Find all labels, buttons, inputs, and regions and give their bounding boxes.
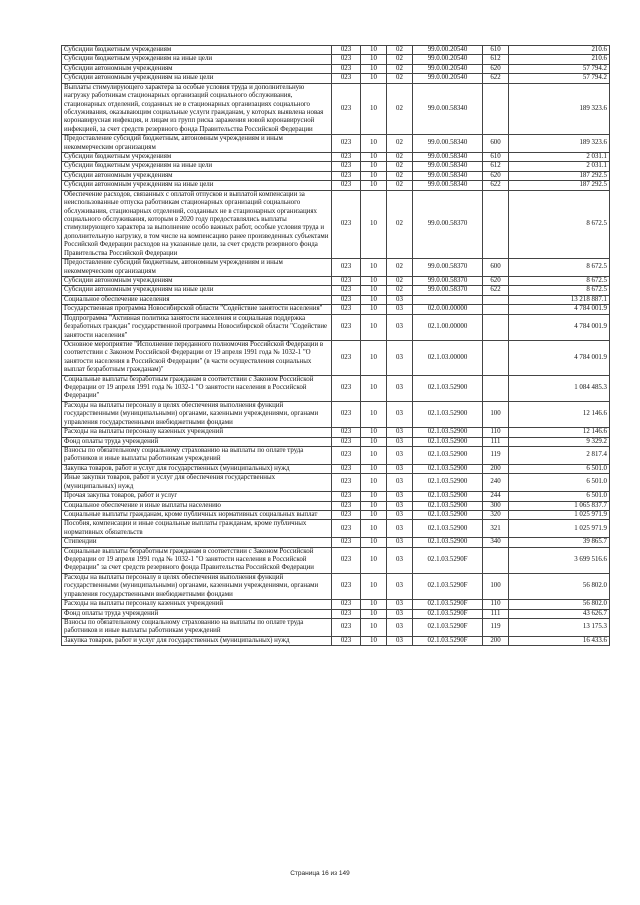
row-rz-cell: 10: [361, 401, 387, 427]
row-ved-cell: 023: [332, 276, 361, 285]
table-row: [62, 46, 610, 55]
row-vr-cell: 610: [483, 46, 509, 55]
row-name-cell: Субсидии автономным учреждениям на иные цели: [62, 74, 332, 83]
table-row: [62, 55, 610, 64]
row-csr-cell: 02.1.03.52900: [413, 464, 483, 473]
row-sum-cell: 4 784 001.9: [509, 305, 610, 314]
row-csr-cell: 02.1.03.5290F: [413, 600, 483, 609]
row-name-cell: Пособия, компенсации и иные социальные выплаты гражданам, кроме публичных нормативных обязательств: [62, 520, 332, 538]
row-sum-cell: 2 031.1: [509, 162, 610, 171]
row-pr-cell: 03: [387, 464, 413, 473]
table-row: [62, 492, 610, 501]
row-csr-cell: 02.1.03.00000: [413, 340, 483, 375]
row-pr-cell: 03: [387, 340, 413, 375]
row-name-cell: Социальные выплаты безработным гражданам в соответствии с Законом Российской Федерации от 19 апреля 1991 года № 1032-1 "О занятости населения в Российской Федерации" за счет средств резервного фонда Правительства Российской Федерации: [62, 547, 332, 573]
row-vr-cell: [483, 83, 509, 135]
table-row: [62, 190, 610, 258]
table-row: [62, 538, 610, 547]
row-rz-cell: 10: [361, 153, 387, 162]
table-row: [62, 286, 610, 295]
row-ved-cell: 023: [332, 428, 361, 437]
budget-table: [61, 45, 610, 646]
row-sum-cell: 189 323.6: [509, 135, 610, 153]
row-name-cell: Субсидии автономным учреждениям на иные цели: [62, 286, 332, 295]
row-csr-cell: 99.0.00.58340: [413, 171, 483, 180]
row-csr-cell: 99.0.00.20540: [413, 74, 483, 83]
table-row: [62, 64, 610, 73]
row-vr-cell: [483, 305, 509, 314]
row-rz-cell: 10: [361, 474, 387, 492]
row-ved-cell: 023: [332, 286, 361, 295]
row-pr-cell: 03: [387, 314, 413, 340]
table-row: [62, 520, 610, 538]
row-csr-cell: 02.1.03.52900: [413, 401, 483, 427]
row-csr-cell: 02.1.03.52900: [413, 474, 483, 492]
row-name-cell: Социальное обеспечение и иные выплаты населению: [62, 501, 332, 510]
row-csr-cell: 02.1.03.52900: [413, 538, 483, 547]
row-vr-cell: 600: [483, 135, 509, 153]
row-pr-cell: 03: [387, 474, 413, 492]
row-sum-cell: 1 084 485.3: [509, 375, 610, 401]
row-ved-cell: 023: [332, 83, 361, 135]
row-name-cell: Расходы на выплаты персоналу в целях обеспечения выполнения функций государственными (муниципальными) органами, казенными учреждениями, органами управления государственными внебюджетными фондами: [62, 401, 332, 427]
row-sum-cell: 1 025 971.9: [509, 510, 610, 519]
row-rz-cell: 10: [361, 135, 387, 153]
row-pr-cell: 03: [387, 492, 413, 501]
table-row: [62, 474, 610, 492]
row-name-cell: Социальные выплаты безработным гражданам в соответствии с Законом Российской Федерации от 19 апреля 1991 года № 1032-1 "О занятости населения в Российской Федерации": [62, 375, 332, 401]
row-vr-cell: 244: [483, 492, 509, 501]
row-csr-cell: 99.0.00.20540: [413, 55, 483, 64]
row-vr-cell: 200: [483, 636, 509, 645]
row-name-cell: Выплаты стимулирующего характера за особые условия труда и дополнительную нагрузку работникам стационарных организаций социального обслуживания, стационарных отделений, созданных не в стационарных организациях социального обслуживания, оказывающим социальные услуги гражданам, у которых выявлена новая коронавирусная инфекция, и лицам из групп риска заражения новой коронавирусной инфекцией, за счет средств резервного фонда Правительства Российской Федерации: [62, 83, 332, 135]
row-sum-cell: 8 672.5: [509, 276, 610, 285]
table-row: [62, 501, 610, 510]
table-row: [62, 276, 610, 285]
row-name-cell: Субсидии автономным учреждениям на иные цели: [62, 181, 332, 190]
row-rz-cell: 10: [361, 492, 387, 501]
row-rz-cell: 10: [361, 286, 387, 295]
row-name-cell: Государственная программа Новосибирской области "Содействие занятости населения": [62, 305, 332, 314]
row-vr-cell: 240: [483, 474, 509, 492]
row-ved-cell: 023: [332, 64, 361, 73]
row-sum-cell: 6 501.0: [509, 492, 610, 501]
row-pr-cell: 02: [387, 55, 413, 64]
row-vr-cell: 612: [483, 162, 509, 171]
row-name-cell: Стипендии: [62, 538, 332, 547]
row-ved-cell: 023: [332, 437, 361, 446]
row-pr-cell: 02: [387, 190, 413, 258]
row-pr-cell: 03: [387, 538, 413, 547]
row-name-cell: Субсидии автономным учреждениям: [62, 171, 332, 180]
row-vr-cell: [483, 295, 509, 304]
row-rz-cell: 10: [361, 64, 387, 73]
row-rz-cell: 10: [361, 83, 387, 135]
row-rz-cell: 10: [361, 276, 387, 285]
row-ved-cell: 023: [332, 547, 361, 573]
row-pr-cell: 02: [387, 181, 413, 190]
row-ved-cell: 023: [332, 538, 361, 547]
row-ved-cell: 023: [332, 181, 361, 190]
row-name-cell: Расходы на выплаты персоналу казенных учреждений: [62, 600, 332, 609]
row-name-cell: Социальное обеспечение населения: [62, 295, 332, 304]
row-pr-cell: 02: [387, 74, 413, 83]
row-vr-cell: 100: [483, 573, 509, 599]
row-csr-cell: 99.0.00.20540: [413, 46, 483, 55]
table-row: [62, 171, 610, 180]
table-row: [62, 259, 610, 277]
row-ved-cell: 023: [332, 501, 361, 510]
row-vr-cell: 620: [483, 171, 509, 180]
row-pr-cell: 03: [387, 446, 413, 464]
row-name-cell: Предоставление субсидий бюджетным, автономным учреждениям и иным некоммерческим организациям: [62, 259, 332, 277]
row-rz-cell: 10: [361, 162, 387, 171]
row-sum-cell: 13 175.3: [509, 619, 610, 637]
row-csr-cell: 02.1.00.00000: [413, 314, 483, 340]
row-sum-cell: 4 784 001.9: [509, 340, 610, 375]
row-pr-cell: 03: [387, 609, 413, 618]
row-name-cell: Фонд оплаты труда учреждений: [62, 609, 332, 618]
table-row: [62, 600, 610, 609]
row-sum-cell: 210.6: [509, 55, 610, 64]
row-sum-cell: 3 699 516.6: [509, 547, 610, 573]
row-ved-cell: 023: [332, 171, 361, 180]
row-pr-cell: 02: [387, 135, 413, 153]
row-rz-cell: 10: [361, 538, 387, 547]
row-sum-cell: 43 626.7: [509, 609, 610, 618]
row-sum-cell: 12 146.6: [509, 428, 610, 437]
row-csr-cell: 02.1.03.52900: [413, 510, 483, 519]
table-row: [62, 619, 610, 637]
row-name-cell: Обеспечение расходов, связанных с оплатой отпусков и выплатой компенсации за неиспользованные отпуска работникам стационарных организаций социального обслуживания, стационарных отделений, созданных не в стационарных организациях социального обслуживания, которым в 2020 году предоставлялись выплаты стимулирующего характера за выполнение особо важных работ, особые условия труда и дополнительную нагрузку, в том числе на компенсацию ранее произведенных субъектами Российской Федерации расходов на указанные цели, за счет средств резервного фонда Правительства Российской Федерации: [62, 190, 332, 258]
row-csr-cell: 02.1.03.5290F: [413, 636, 483, 645]
row-csr-cell: 99.0.00.58370: [413, 276, 483, 285]
row-csr-cell: [413, 295, 483, 304]
row-pr-cell: 02: [387, 286, 413, 295]
row-csr-cell: 02.0.00.00000: [413, 305, 483, 314]
row-sum-cell: 56 802.0: [509, 573, 610, 599]
row-pr-cell: 03: [387, 401, 413, 427]
row-sum-cell: 8 672.5: [509, 190, 610, 258]
row-name-cell: Взносы по обязательному социальному страхованию на выплаты по оплате труда работников и иные выплаты работникам учреждений: [62, 619, 332, 637]
row-name-cell: Субсидии автономным учреждениям: [62, 64, 332, 73]
row-pr-cell: 03: [387, 619, 413, 637]
row-ved-cell: 023: [332, 74, 361, 83]
row-rz-cell: 10: [361, 619, 387, 637]
table-row: [62, 428, 610, 437]
row-csr-cell: 02.1.03.52900: [413, 492, 483, 501]
row-sum-cell: 2 817.4: [509, 446, 610, 464]
row-pr-cell: 02: [387, 64, 413, 73]
row-ved-cell: 023: [332, 46, 361, 55]
row-name-cell: Прочая закупка товаров, работ и услуг: [62, 492, 332, 501]
row-csr-cell: 02.1.03.5290F: [413, 619, 483, 637]
row-name-cell: Иные закупки товаров, работ и услуг для обеспечения государственных (муниципальных) нужд: [62, 474, 332, 492]
row-name-cell: Фонд оплаты труда учреждений: [62, 437, 332, 446]
table-row: [62, 305, 610, 314]
row-rz-cell: 10: [361, 428, 387, 437]
row-vr-cell: 119: [483, 446, 509, 464]
row-pr-cell: 02: [387, 162, 413, 171]
row-vr-cell: [483, 314, 509, 340]
row-ved-cell: 023: [332, 153, 361, 162]
row-pr-cell: 03: [387, 428, 413, 437]
row-rz-cell: 10: [361, 501, 387, 510]
row-sum-cell: 189 323.6: [509, 83, 610, 135]
row-rz-cell: 10: [361, 295, 387, 304]
row-ved-cell: 023: [332, 520, 361, 538]
table-row: [62, 295, 610, 304]
row-rz-cell: 10: [361, 259, 387, 277]
row-name-cell: Субсидии бюджетным учреждениям на иные цели: [62, 55, 332, 64]
row-csr-cell: 99.0.00.58340: [413, 83, 483, 135]
row-vr-cell: 622: [483, 74, 509, 83]
row-vr-cell: 320: [483, 510, 509, 519]
table-row: [62, 573, 610, 599]
row-vr-cell: 620: [483, 276, 509, 285]
table-row: [62, 446, 610, 464]
row-vr-cell: 111: [483, 609, 509, 618]
row-rz-cell: 10: [361, 190, 387, 258]
row-ved-cell: 023: [332, 375, 361, 401]
row-rz-cell: 10: [361, 600, 387, 609]
table-row: [62, 181, 610, 190]
row-csr-cell: 99.0.00.58370: [413, 286, 483, 295]
table-row: [62, 547, 610, 573]
row-csr-cell: 99.0.00.58340: [413, 135, 483, 153]
row-rz-cell: 10: [361, 547, 387, 573]
table-row: [62, 135, 610, 153]
row-ved-cell: 023: [332, 510, 361, 519]
row-pr-cell: 03: [387, 547, 413, 573]
row-sum-cell: 187 292.5: [509, 181, 610, 190]
row-name-cell: Основное мероприятие "Исполнение переданного полномочия Российской Федерации в соответствии с Законом Российской Федерации от 19 апреля 1991 года № 1032-1 "О занятости населения в Российской Федерации" (в части осуществления социальных выплат безработным гражданам)": [62, 340, 332, 375]
row-sum-cell: 56 802.0: [509, 600, 610, 609]
row-rz-cell: 10: [361, 171, 387, 180]
row-ved-cell: 023: [332, 190, 361, 258]
row-name-cell: Подпрограмма "Активная политика занятости населения и социальная поддержка безработных граждан" государственной программы Новосибирской области "Содействие занятости населения": [62, 314, 332, 340]
row-ved-cell: 023: [332, 474, 361, 492]
row-sum-cell: 8 672.5: [509, 259, 610, 277]
table-row: [62, 609, 610, 618]
row-vr-cell: 110: [483, 428, 509, 437]
row-sum-cell: 210.6: [509, 46, 610, 55]
row-csr-cell: 99.0.00.58340: [413, 162, 483, 171]
row-vr-cell: 620: [483, 64, 509, 73]
row-ved-cell: 023: [332, 340, 361, 375]
row-name-cell: Предоставление субсидий бюджетным, автономным учреждениям и иным некоммерческим организациям: [62, 135, 332, 153]
row-rz-cell: 10: [361, 46, 387, 55]
row-csr-cell: 02.1.03.52900: [413, 501, 483, 510]
row-csr-cell: 02.1.03.5290F: [413, 573, 483, 599]
row-sum-cell: 57 794.2: [509, 64, 610, 73]
row-pr-cell: 03: [387, 600, 413, 609]
row-sum-cell: 9 329.2: [509, 437, 610, 446]
row-pr-cell: 02: [387, 46, 413, 55]
row-csr-cell: 02.1.03.5290F: [413, 547, 483, 573]
row-ved-cell: 023: [332, 305, 361, 314]
table-row: [62, 314, 610, 340]
row-csr-cell: 02.1.03.52900: [413, 428, 483, 437]
row-name-cell: Взносы по обязательному социальному страхованию на выплаты по оплате труда работников и иные выплаты работникам учреждений: [62, 446, 332, 464]
row-pr-cell: 03: [387, 501, 413, 510]
row-ved-cell: 023: [332, 636, 361, 645]
row-vr-cell: [483, 547, 509, 573]
row-vr-cell: 610: [483, 153, 509, 162]
row-sum-cell: 13 218 887.1: [509, 295, 610, 304]
row-vr-cell: 622: [483, 286, 509, 295]
row-pr-cell: 03: [387, 295, 413, 304]
row-vr-cell: 119: [483, 619, 509, 637]
row-csr-cell: 02.1.03.52900: [413, 520, 483, 538]
row-ved-cell: 023: [332, 446, 361, 464]
row-rz-cell: 10: [361, 375, 387, 401]
row-name-cell: Субсидии бюджетным учреждениям на иные цели: [62, 162, 332, 171]
row-csr-cell: 99.0.00.58340: [413, 153, 483, 162]
row-csr-cell: 99.0.00.20540: [413, 64, 483, 73]
table-row: [62, 375, 610, 401]
row-rz-cell: 10: [361, 520, 387, 538]
table-row: [62, 636, 610, 645]
row-vr-cell: 100: [483, 401, 509, 427]
row-pr-cell: 03: [387, 636, 413, 645]
row-vr-cell: 300: [483, 501, 509, 510]
row-sum-cell: 2 031.1: [509, 153, 610, 162]
row-rz-cell: 10: [361, 340, 387, 375]
row-pr-cell: 03: [387, 375, 413, 401]
row-pr-cell: 02: [387, 83, 413, 135]
row-name-cell: Расходы на выплаты персоналу казенных учреждений: [62, 428, 332, 437]
row-csr-cell: 02.1.03.52900: [413, 437, 483, 446]
row-sum-cell: 57 794.2: [509, 74, 610, 83]
row-pr-cell: 03: [387, 573, 413, 599]
row-ved-cell: 023: [332, 259, 361, 277]
row-ved-cell: 023: [332, 135, 361, 153]
row-vr-cell: 321: [483, 520, 509, 538]
row-csr-cell: 99.0.00.58370: [413, 190, 483, 258]
row-name-cell: Закупка товаров, работ и услуг для государственных (муниципальных) нужд: [62, 636, 332, 645]
row-rz-cell: 10: [361, 181, 387, 190]
row-rz-cell: 10: [361, 314, 387, 340]
row-ved-cell: 023: [332, 600, 361, 609]
row-vr-cell: 110: [483, 600, 509, 609]
row-rz-cell: 10: [361, 55, 387, 64]
row-vr-cell: 612: [483, 55, 509, 64]
table-row: [62, 510, 610, 519]
row-name-cell: Закупка товаров, работ и услуг для государственных (муниципальных) нужд: [62, 464, 332, 473]
row-csr-cell: 99.0.00.58340: [413, 181, 483, 190]
table-row: [62, 83, 610, 135]
budget-table-body: [62, 46, 610, 646]
row-rz-cell: 10: [361, 437, 387, 446]
row-name-cell: Субсидии бюджетным учреждениям: [62, 153, 332, 162]
row-rz-cell: 10: [361, 573, 387, 599]
row-rz-cell: 10: [361, 636, 387, 645]
table-row: [62, 401, 610, 427]
row-pr-cell: 03: [387, 510, 413, 519]
row-rz-cell: 10: [361, 305, 387, 314]
row-vr-cell: 111: [483, 437, 509, 446]
row-csr-cell: 02.1.03.5290F: [413, 609, 483, 618]
row-sum-cell: 187 292.5: [509, 171, 610, 180]
row-sum-cell: 6 501.0: [509, 464, 610, 473]
row-sum-cell: 6 501.0: [509, 474, 610, 492]
row-vr-cell: [483, 375, 509, 401]
row-ved-cell: 023: [332, 609, 361, 618]
row-sum-cell: 1 025 971.9: [509, 520, 610, 538]
row-pr-cell: 03: [387, 437, 413, 446]
row-rz-cell: 10: [361, 464, 387, 473]
row-csr-cell: 99.0.00.58370: [413, 259, 483, 277]
row-rz-cell: 10: [361, 510, 387, 519]
row-name-cell: Субсидии бюджетным учреждениям: [62, 46, 332, 55]
row-name-cell: Расходы на выплаты персоналу в целях обеспечения выполнения функций государственными (муниципальными) органами, казенными учреждениями, органами управления государственными внебюджетными фондами: [62, 573, 332, 599]
row-pr-cell: 02: [387, 153, 413, 162]
page-footer: [0, 870, 640, 877]
row-rz-cell: 10: [361, 446, 387, 464]
row-ved-cell: 023: [332, 55, 361, 64]
row-pr-cell: 02: [387, 276, 413, 285]
row-pr-cell: 02: [387, 259, 413, 277]
page-number: Страница 16 из 149: [290, 870, 350, 877]
row-pr-cell: 03: [387, 520, 413, 538]
row-csr-cell: 02.1.03.52900: [413, 375, 483, 401]
row-ved-cell: 023: [332, 619, 361, 637]
table-row: [62, 162, 610, 171]
table-row: [62, 340, 610, 375]
row-ved-cell: 023: [332, 314, 361, 340]
row-ved-cell: 023: [332, 573, 361, 599]
row-sum-cell: 8 672.5: [509, 286, 610, 295]
row-vr-cell: 622: [483, 181, 509, 190]
row-rz-cell: 10: [361, 609, 387, 618]
table-row: [62, 153, 610, 162]
table-row: [62, 74, 610, 83]
row-sum-cell: 16 433.6: [509, 636, 610, 645]
row-name-cell: Социальные выплаты гражданам, кроме публичных нормативных социальных выплат: [62, 510, 332, 519]
row-sum-cell: 1 065 837.7: [509, 501, 610, 510]
row-rz-cell: 10: [361, 74, 387, 83]
row-ved-cell: 023: [332, 162, 361, 171]
row-sum-cell: 4 784 001.9: [509, 314, 610, 340]
table-row: [62, 464, 610, 473]
row-pr-cell: 02: [387, 171, 413, 180]
row-ved-cell: 023: [332, 295, 361, 304]
row-vr-cell: [483, 190, 509, 258]
row-vr-cell: 200: [483, 464, 509, 473]
row-sum-cell: 12 146.6: [509, 401, 610, 427]
row-vr-cell: 340: [483, 538, 509, 547]
row-pr-cell: 03: [387, 305, 413, 314]
row-ved-cell: 023: [332, 464, 361, 473]
table-row: [62, 437, 610, 446]
row-name-cell: Субсидии автономным учреждениям: [62, 276, 332, 285]
row-vr-cell: 600: [483, 259, 509, 277]
row-csr-cell: 02.1.03.52900: [413, 446, 483, 464]
row-ved-cell: 023: [332, 492, 361, 501]
row-vr-cell: [483, 340, 509, 375]
row-ved-cell: 023: [332, 401, 361, 427]
row-sum-cell: 39 865.7: [509, 538, 610, 547]
